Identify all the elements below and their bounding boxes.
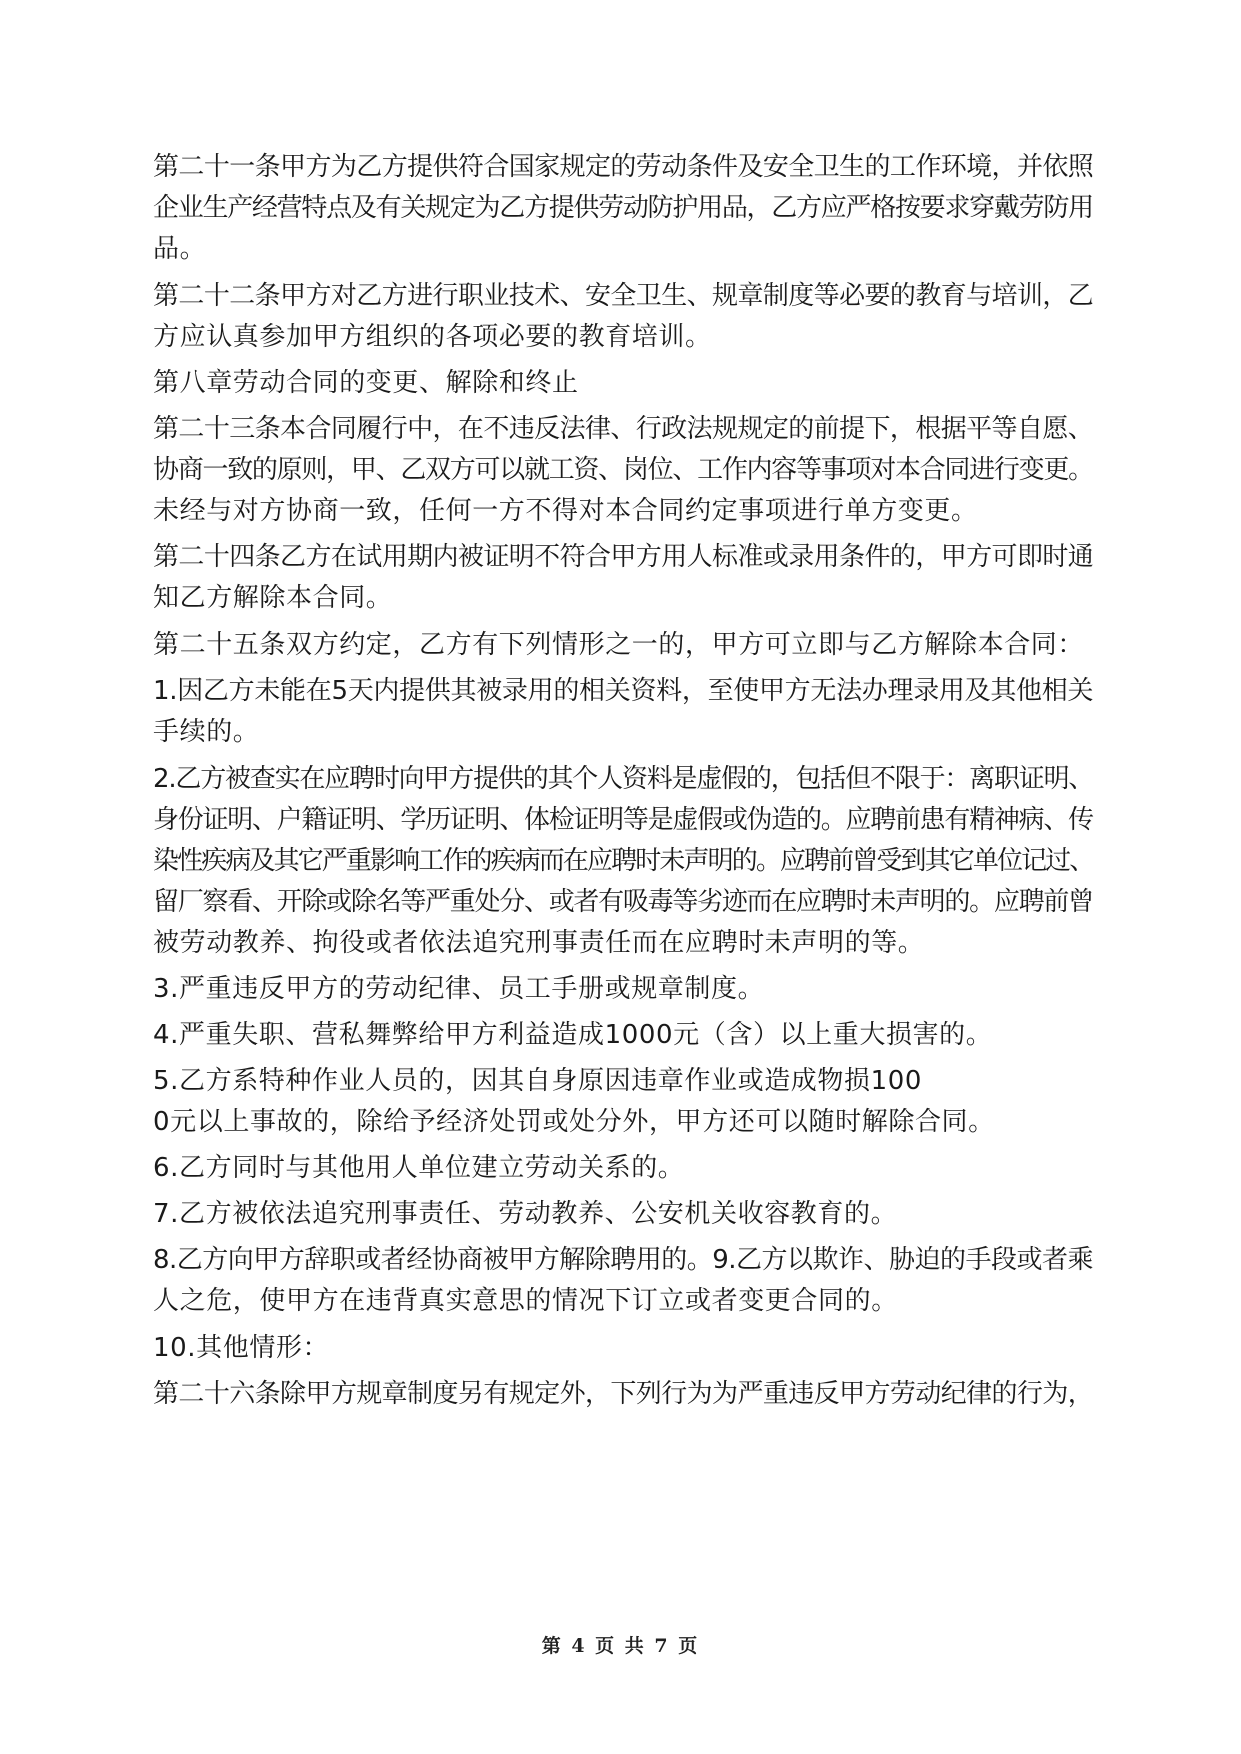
list-item: 4.严重失职、营私舞弊给甲方利益造成1000元（含）以上重大损害的。 xyxy=(153,1020,993,1050)
list-item: 手续的。 xyxy=(153,717,260,747)
text-line: 第二十五条双方约定，乙方有下列情形之一的，甲方可立即与乙方解除本合同： xyxy=(153,630,1085,660)
text-line: 未经与对方协商一致，任何一方不得对本合同约定事项进行单方变更。 xyxy=(153,496,978,526)
list-item: 6.乙方同时与其他用人单位建立劳动关系的。 xyxy=(153,1153,685,1183)
text-line: 第二十二条甲方对乙方进行职业技术、安全卫生、规章制度等必要的教育与培训，乙 xyxy=(153,281,1094,311)
text-line: 品。 xyxy=(153,234,207,264)
chapter-heading: 第八章劳动合同的变更、解除和终止 xyxy=(153,368,579,398)
list-item: 身份证明、户籍证明、学历证明、体检证明等是虚假或伪造的。应聘前患有精神病、传 xyxy=(153,805,1093,835)
list-item: 1.因乙方未能在5天内提供其被录用的相关资料，至使甲方无法办理录用及其他相关 xyxy=(153,676,1094,706)
list-item: 2.乙方被查实在应聘时向甲方提供的其个人资料是虚假的，包括但不限于：离职证明、 xyxy=(153,764,1094,794)
list-item: 3.严重违反甲方的劳动纪律、员工手册或规章制度。 xyxy=(153,974,765,1004)
list-item: 人之危，使甲方在违背真实意思的情况下订立或者变更合同的。 xyxy=(153,1286,898,1316)
text-line: 第二十三条本合同履行中，在不违反法律、行政法规规定的前提下，根据平等自愿、 xyxy=(153,414,1094,444)
text-line: 第二十六条除甲方规章制度另有规定外，下列行为为严重违反甲方劳动纪律的行为， xyxy=(153,1379,1094,1409)
text-line: 第二十一条甲方为乙方提供符合国家规定的劳动条件及安全卫生的工作环境，并依照 xyxy=(153,152,1094,182)
list-item: 5.乙方系特种作业人员的，因其自身原因违章作业或造成物损100 xyxy=(153,1066,923,1096)
text-line: 知乙方解除本合同。 xyxy=(153,583,393,613)
list-item: 8.乙方向甲方辞职或者经协商被甲方解除聘用的。9.乙方以欺诈、胁迫的手段或者乘 xyxy=(153,1245,1094,1275)
list-item: 10.其他情形： xyxy=(153,1333,330,1363)
text-line: 企业生产经营特点及有关规定为乙方提供劳动防护用品，乙方应严格按要求穿戴劳防用 xyxy=(153,193,1093,223)
text-line: 方应认真参加甲方组织的各项必要的教育培训。 xyxy=(153,322,712,352)
list-item: 留厂察看、开除或除名等严重处分、或者有吸毒等劣迹而在应聘时未声明的。应聘前曾 xyxy=(153,887,1093,917)
list-item: 7.乙方被依法追究刑事责任、劳动教养、公安机关收容教育的。 xyxy=(153,1199,898,1229)
list-item: 染性疾病及其它严重影响工作的疾病而在应聘时未声明的。应聘前曾受到其它单位记过、 xyxy=(153,846,1094,876)
text-line: 协商一致的原则，甲、乙双方可以就工资、岗位、工作内容等事项对本合同进行变更。 xyxy=(153,455,1093,485)
page-number-footer: 第 4 页 共 7 页 xyxy=(541,1635,700,1657)
list-item: 被劳动教养、拘役或者依法追究刑事责任而在应聘时未声明的等。 xyxy=(153,928,925,958)
text-line: 第二十四条乙方在试用期内被证明不符合甲方用人标准或录用条件的，甲方可即时通 xyxy=(153,542,1094,572)
list-item: 0元以上事故的，除给予经济处罚或处分外，甲方还可以随时解除合同。 xyxy=(153,1107,995,1137)
